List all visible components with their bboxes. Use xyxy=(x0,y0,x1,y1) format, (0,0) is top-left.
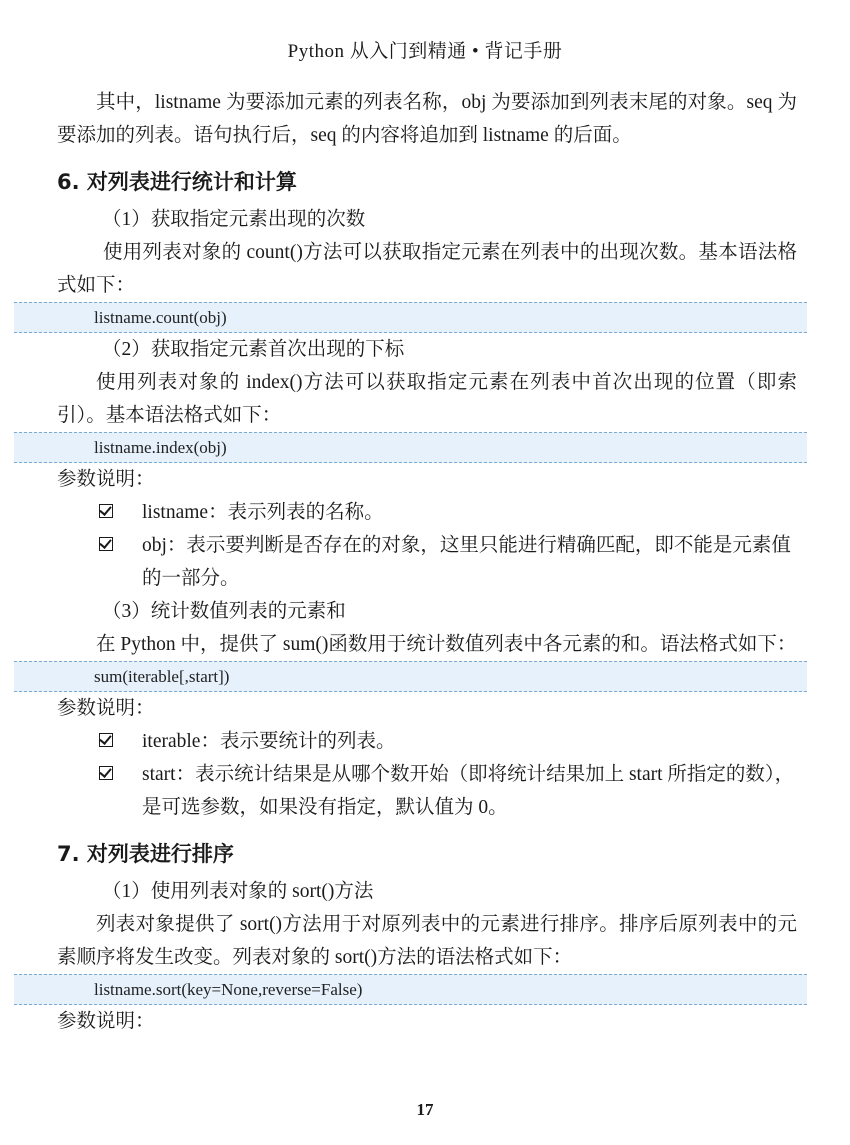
params-label-sum: 参数说明： xyxy=(57,698,155,719)
checkbox-icon xyxy=(99,504,113,518)
param-text: start：表示统计结果是从哪个数开始（即将统计结果加上 start 所指定的数），是可选参数，如果没有指定，默认值为 0。 xyxy=(142,764,795,818)
sort-paragraph: 列表对象提供了 sort()方法用于对原列表中的元素进行排序。排序后原列表中的元素顺序将发生改变。列表对象的 sort()方法的语法格式如下： xyxy=(57,914,797,968)
subheading-sum: （3）统计数值列表的元素和 xyxy=(102,601,346,622)
page-content xyxy=(57,86,797,1038)
subheading-count: （1）获取指定元素出现的次数 xyxy=(102,209,366,230)
params-label-index: 参数说明： xyxy=(57,469,155,490)
param-item xyxy=(57,529,797,595)
code-block-sum: sum(iterable[,start]) xyxy=(14,661,807,692)
param-item xyxy=(57,496,797,529)
section-6-heading: 6. 对列表进行统计和计算 xyxy=(57,170,297,194)
intro-paragraph: 其中，listname 为要添加元素的列表名称，obj 为要添加到列表末尾的对象。seq 为要添加的列表。语句执行后，seq 的内容将追加到 listname 的后面。 xyxy=(57,92,797,146)
index-paragraph: 使用列表对象的 index()方法可以获取指定元素在列表中首次出现的位置（即索引）。基本语法格式如下： xyxy=(57,372,797,426)
code-block-sort: listname.sort(key=None,reverse=False) xyxy=(14,974,807,1005)
checkbox-icon xyxy=(99,733,113,747)
subheading-index: （2）获取指定元素首次出现的下标 xyxy=(102,339,405,360)
param-text: listname：表示列表的名称。 xyxy=(142,502,384,523)
param-item xyxy=(57,725,797,758)
param-text: iterable：表示要统计的列表。 xyxy=(142,731,396,752)
count-paragraph: 使用列表对象的 count()方法可以获取指定元素在列表中的出现次数。基本语法格式如下： xyxy=(57,242,797,296)
subheading-sort: （1）使用列表对象的 sort()方法 xyxy=(102,881,374,902)
page-number: 17 xyxy=(416,1100,434,1119)
section-7-heading: 7. 对列表进行排序 xyxy=(57,842,234,866)
checkbox-icon xyxy=(99,766,113,780)
code-block-index: listname.index(obj) xyxy=(14,432,807,463)
param-item xyxy=(57,758,797,824)
sum-paragraph: 在 Python 中，提供了 sum()函数用于统计数值列表中各元素的和。语法格式如下： xyxy=(96,634,797,655)
checkbox-icon xyxy=(99,537,113,551)
code-block-count: listname.count(obj) xyxy=(14,302,807,333)
param-text: obj：表示要判断是否存在的对象，这里只能进行精确匹配，即不能是元素值的一部分。 xyxy=(142,535,791,589)
running-header: Python 从入门到精通 • 背记手册 xyxy=(287,41,563,62)
params-label-sort: 参数说明： xyxy=(57,1011,155,1032)
